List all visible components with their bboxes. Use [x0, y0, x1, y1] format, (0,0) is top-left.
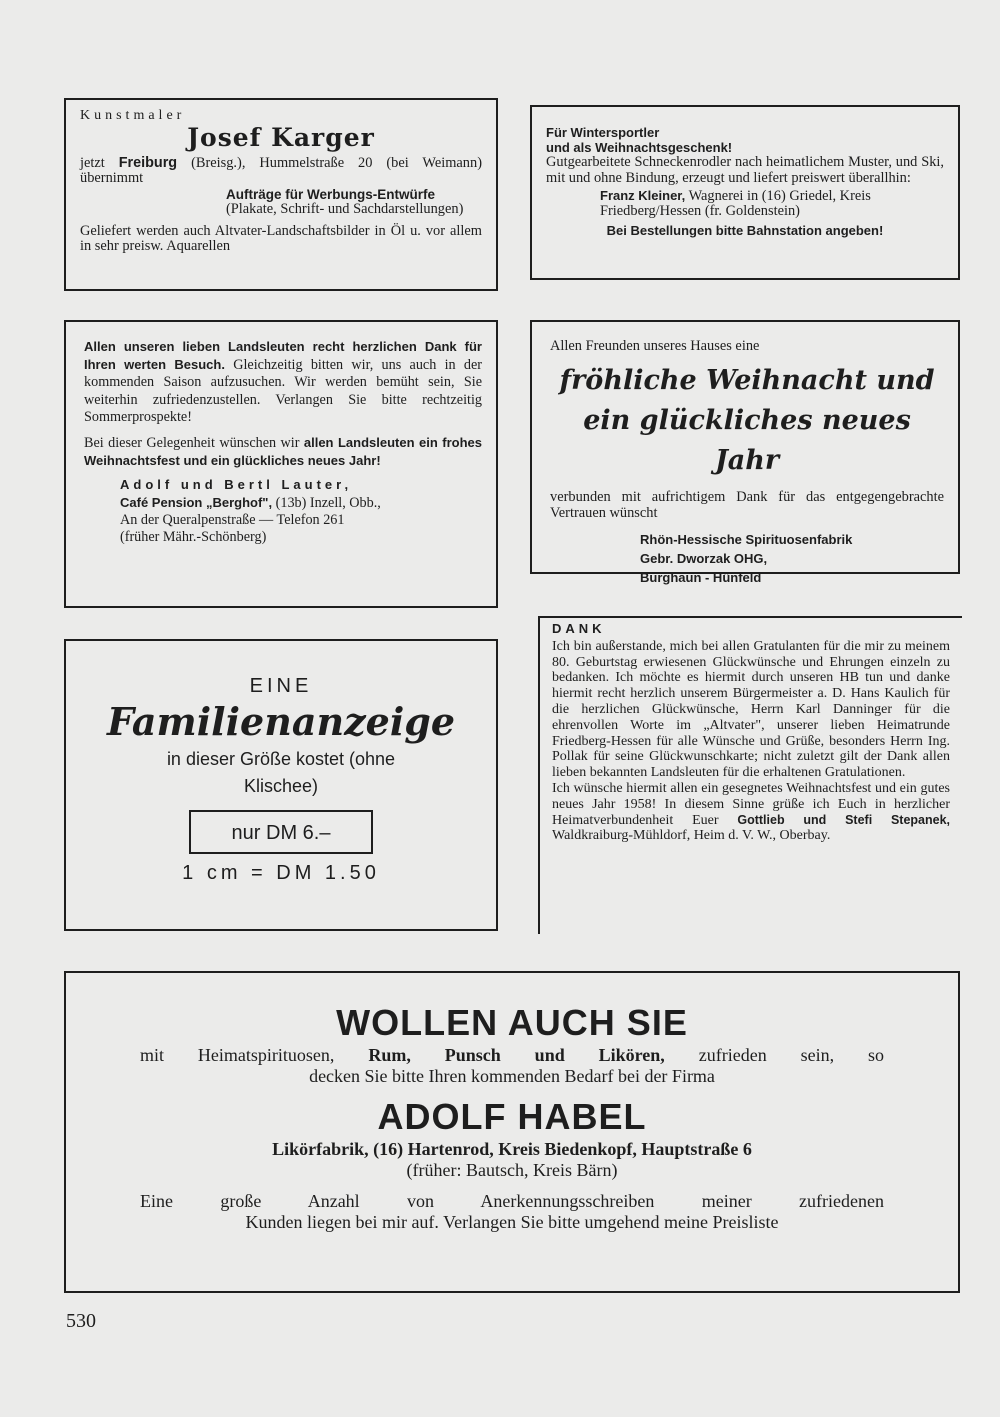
intro: Allen Freunden unseres Hauses eine	[550, 338, 760, 354]
signature-name: Adolf und Bertl Lauter,	[120, 477, 353, 493]
address-rest: (Breisg.), Hummelstraße 20 (bei Weimann) übernimmt	[80, 154, 482, 186]
contact	[546, 188, 944, 219]
greeting-line-2: ein glückliches neues Jahr	[583, 404, 911, 476]
former-address: (früher: Bautsch, Kreis Bärn)	[406, 1160, 618, 1180]
line-1	[140, 1045, 884, 1066]
signer-address: Waldkraiburg-Mühldorf, Heim d. V. W., Oberbay.	[552, 828, 831, 844]
body-2	[552, 781, 950, 844]
line-1-start: mit Heimatspirituosen,	[140, 1045, 335, 1065]
cafe-address: (13b) Inzell, Obb.,	[275, 494, 381, 511]
address-prefix: jetzt	[80, 154, 105, 171]
company-name: ADOLF HABEL	[377, 1096, 647, 1137]
body-2-text: Ich wünsche hiermit allen ein gesegnetes Weihnachtsfest und ein gutes neues Jahr 1958! In diesem Sinne grüße ich Euch in herzlicher Heimatverbundenheit Euer	[552, 780, 950, 828]
address-line	[80, 156, 482, 187]
line-1-end: zufrieden sein, so	[698, 1045, 885, 1065]
cafe-name: Café Pension „Berghof",	[120, 494, 273, 510]
ad-adolf-habel	[64, 971, 960, 1293]
line-1-bold: Rum, Punsch und Likören,	[368, 1045, 665, 1065]
wish-start: Bei dieser Gelegenheit wünschen wir	[84, 435, 300, 452]
contact-name: Franz Kleiner,	[600, 187, 686, 203]
ad-franz-kleiner	[530, 105, 960, 280]
wish-bold: allen Landsleuten ein frohes Weihnachtsfest und ein glückliches neues Jahr!	[84, 435, 482, 469]
heading-1: Für Wintersportler	[546, 125, 660, 140]
price-box: nur DM 6.–	[189, 810, 373, 854]
ad-cafe-berghof	[64, 320, 498, 608]
advertiser-name: Josef Karger	[187, 122, 375, 152]
city: Freiburg	[118, 154, 178, 171]
ad-josef-karger	[64, 98, 498, 291]
company-3: Burghaun - Hünfeld	[640, 569, 762, 585]
offer-block	[80, 187, 482, 218]
line-2: decken Sie bitte Ihren kommenden Bedarf bei der Firma	[309, 1066, 715, 1086]
footer-text: Geliefert werden auch Altvater-Landschaftsbilder in Öl u. vor allem in sehr preisw. Aquarellen	[80, 222, 482, 254]
cost-text: in dieser Größe kostet (ohne Klischee)	[166, 749, 396, 796]
intro	[84, 338, 482, 426]
company-1: Rhön-Hessische Spirituosenfabrik	[640, 531, 853, 547]
offer-title: Aufträge für Werbungs-Entwürfe	[226, 186, 435, 202]
wish	[84, 434, 482, 470]
company-address: Likörfabrik, (16) Hartenrod, Kreis Biedenkopf, Hauptstraße 6	[272, 1139, 752, 1159]
page-number: 530	[66, 1310, 96, 1332]
ad-familienanzeige	[64, 639, 498, 931]
signer: Gottlieb und Stefi Stepanek,	[737, 812, 951, 827]
heading: DANK	[552, 621, 606, 636]
ad-dworzak	[530, 320, 960, 585]
closing-2: Kunden liegen bei mir auf. Verlangen Sie bitte umgehend meine Preisliste	[245, 1212, 779, 1232]
heading-2: und als Weihnachtsgeschenk!	[546, 140, 733, 156]
profession: Kunstmaler	[80, 108, 186, 123]
greeting-line-1: fröhliche Weihnacht und	[559, 364, 935, 396]
price-per-cm: 1 cm = DM 1.50	[182, 862, 380, 884]
headline: WOLLEN AUCH SIE	[336, 1002, 688, 1043]
intro-rest: Gleichzeitig bitten wir, uns auch in der kommenden Saison aufzusuchen. Wir werden bemüht sein, Sie weiterhin zufriedenzustellen. Verlangen Sie bitte rechtzeitig Sommerprospekte!	[84, 357, 483, 425]
body-text: Gutgearbeitete Schneckenrodler nach heimatlichem Muster, und Ski, mit und ohne Bindung, erzeugt und liefert preiswert überallhin:	[546, 154, 944, 186]
ad-dank-stepanek	[538, 616, 962, 934]
footer-note: Bei Bestellungen bitte Bahnstation angeben!	[606, 223, 884, 239]
signature	[84, 476, 482, 546]
familienanzeige-title: Familienanzeige	[106, 699, 456, 744]
contact-address: Wagnerei in (16) Griedel, Kreis Friedberg/Hessen (fr. Goldenstein)	[600, 187, 871, 220]
closing-1: Eine große Anzahl von Anerkennungsschreiben meiner zufriedenen	[140, 1191, 884, 1211]
intro-bold: Allen unseren lieben Landsleuten recht herzlichen Dank für Ihren werten Besuch.	[84, 339, 482, 373]
signature-former: (früher Mähr.-Schönberg)	[120, 529, 267, 546]
offer-subtitle: (Plakate, Schrift- und Sachdarstellungen)	[226, 201, 464, 217]
signature-address: An der Queralpenstraße — Telefon 261	[120, 511, 345, 528]
signature-cafe-line	[120, 494, 482, 512]
company-2: Gebr. Dworzak OHG,	[640, 550, 768, 566]
body-1: Ich bin außerstande, mich bei allen Gratulanten für die mir zu meinem 80. Geburtstag erwiesenen Glückwünsche und Ehrungen einzeln zu bedanken. Ich möchte es hiermit durch unseren HB tun und danke hiermit recht herzlich unserem Bürgermeister a. D. Hans Kaulich für die herzlichen Glückwünsche, Herrn Karl Danninger für die ehrenvollen Worte im „Altvater", unserer lieben Heimatrunde Friedberg-Hessen für alle Wünsche und Grüße, besonders Herrn Ing. Pollak für seine Glückwunschkarte; nicht zuletzt gilt der Dank allen lieben bekannten Landsleuten für die erhaltenen Gratulationen.	[552, 638, 950, 781]
company-block	[550, 530, 944, 587]
eine-label: EINE	[249, 675, 313, 697]
body-text: verbunden mit aufrichtigem Dank für das entgegengebrachte Vertrauen wünscht	[550, 488, 944, 521]
